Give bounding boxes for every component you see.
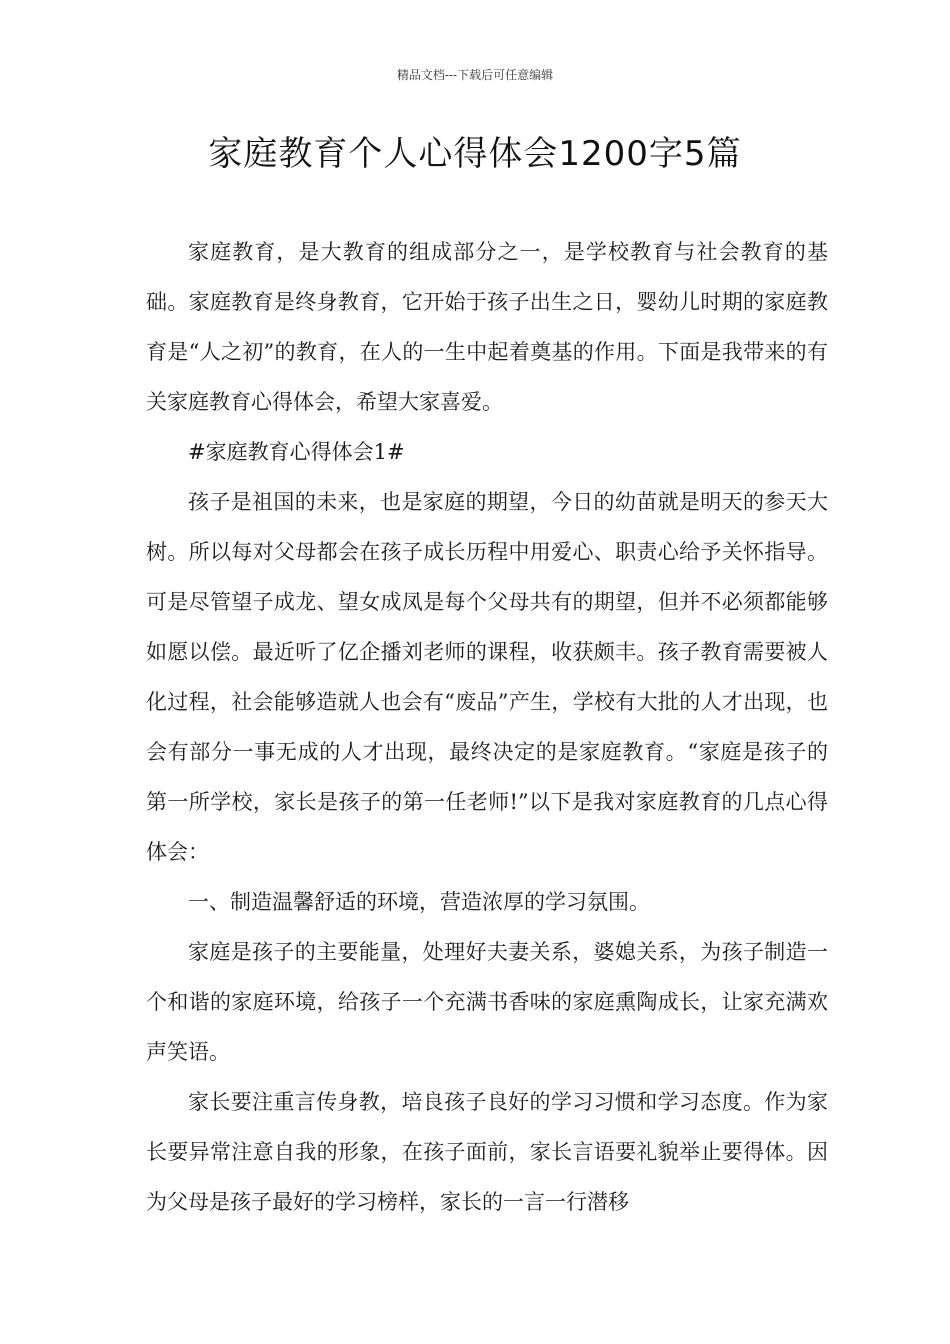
- subsection-heading-1: 一、制造温馨舒适的环境，营造浓厚的学习氛围。: [188, 890, 650, 914]
- paragraph-body-2: 家庭是孩子的主要能量，处理好夫妻关系，婆媳关系，为孩子制造一个和谐的家庭环境，给孩子一个充满书香味的家庭熏陶成长，让家充满欢声笑语。: [146, 940, 828, 1064]
- paragraph-body-1: 孩子是祖国的未来，也是家庭的期望，今日的幼苗就是明天的参天大树。所以每对父母都会在孩子成长历程中用爱心、职责心给予关怀指导。可是尽管望子成龙、望女成凤是每个父母共有的期望，但并不必须都能够如愿以偿。最近听了亿企播刘老师的课程，收获颇丰。孩子教育需要被人化过程，社会能够造就人也会有“废品”产生，学校有大批的人才出现，也会有部分一事无成的人才出现，最终决定的是家庭教育。“家庭是孩子的第一所学校，家长是孩子的第一任老师!”以下是我对家庭教育的几点心得体会：: [146, 490, 828, 864]
- document-title: 家庭教育个人心得体会1200字5篇: [208, 134, 742, 174]
- paragraph-intro: 家庭教育，是大教育的组成部分之一，是学校教育与社会教育的基础。家庭教育是终身教育，它开始于孩子出生之日，婴幼儿时期的家庭教育是“人之初”的教育，在人的一生中起着奠基的作用。下面是我带来的有关家庭教育心得体会，希望大家喜爱。: [146, 240, 828, 414]
- header-note: 精品文档---下载后可任意编辑: [396, 68, 554, 82]
- document-body: [146, 227, 828, 1227]
- section-heading-1: #家庭教育心得体会1#: [188, 440, 405, 464]
- paragraph-body-3: 家长要注重言传身教，培良孩子良好的学习习惯和学习态度。作为家长要异常注意自我的形象，在孩子面前，家长言语要礼貌举止要得体。因为父母是孩子最好的学习榜样，家长的一言一行潜移: [146, 1090, 828, 1214]
